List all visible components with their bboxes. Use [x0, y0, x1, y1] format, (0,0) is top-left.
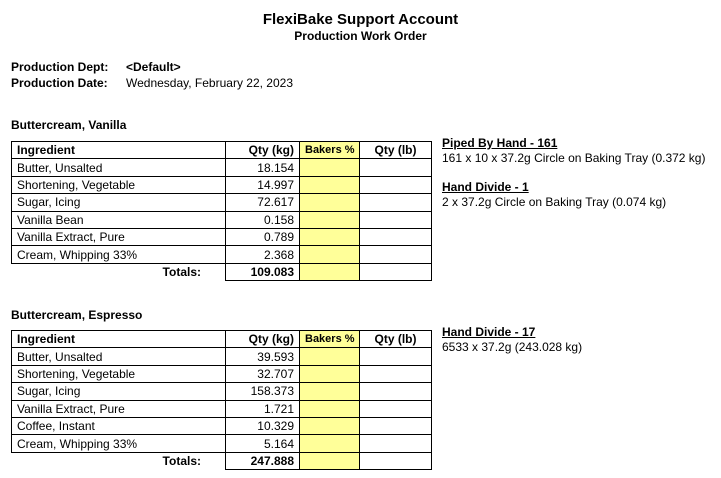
ingredient-qty: 14.997: [226, 176, 300, 193]
bakers-cell: [300, 176, 360, 193]
qty-lb-cell: [360, 452, 432, 469]
table-row: [12, 383, 432, 400]
ingredient-qty: 158.373: [226, 383, 300, 400]
method-heading: Hand Divide - 1: [442, 180, 529, 194]
bakers-cell: [300, 246, 360, 263]
method-heading: Hand Divide - 17: [442, 325, 536, 339]
table-row: [12, 246, 432, 263]
table-row: [12, 176, 432, 193]
recipe-title-espresso: Buttercream, Espresso: [11, 308, 143, 322]
totals-label: Totals:: [12, 263, 226, 280]
bakers-cell: [300, 159, 360, 176]
table-row: [12, 228, 432, 245]
ingredient-name: Sugar, Icing: [12, 194, 226, 211]
col-qty-kg: Qty (kg): [226, 331, 300, 348]
qty-lb-cell: [360, 176, 432, 193]
col-bakers-pct: Bakers %: [300, 142, 360, 159]
ingredient-name: Butter, Unsalted: [12, 348, 226, 365]
bakers-cell: [300, 194, 360, 211]
totals-qty: 109.083: [226, 263, 300, 280]
ingredient-name: Vanilla Bean: [12, 211, 226, 228]
table-row: [12, 348, 432, 365]
qty-lb-cell: [360, 211, 432, 228]
method-text: 161 x 10 x 37.2g Circle on Baking Tray (0.372 kg): [442, 151, 706, 165]
recipe-table-espresso: [11, 330, 432, 470]
qty-lb-cell: [360, 400, 432, 417]
production-dept-value: <Default>: [126, 60, 181, 74]
col-ingredient: Ingredient: [12, 142, 226, 159]
report-subtitle: Production Work Order: [294, 29, 427, 43]
table-row: [12, 417, 432, 434]
ingredient-qty: 10.329: [226, 417, 300, 434]
production-date-label: Production Date:: [11, 76, 108, 90]
recipe-title-vanilla: Buttercream, Vanilla: [11, 118, 127, 132]
ingredient-qty: 0.789: [226, 228, 300, 245]
totals-row: [12, 263, 432, 280]
bakers-cell: [300, 435, 360, 452]
bakers-cell: [300, 452, 360, 469]
table-row: [12, 435, 432, 452]
bakers-cell: [300, 263, 360, 280]
ingredient-name: Sugar, Icing: [12, 383, 226, 400]
qty-lb-cell: [360, 263, 432, 280]
table-row: [12, 211, 432, 228]
totals-qty: 247.888: [226, 452, 300, 469]
bakers-cell: [300, 365, 360, 382]
ingredient-name: Shortening, Vegetable: [12, 176, 226, 193]
col-qty-kg: Qty (kg): [226, 142, 300, 159]
col-qty-lb: Qty (lb): [360, 142, 432, 159]
col-qty-lb: Qty (lb): [360, 331, 432, 348]
method-heading: Piped By Hand - 161: [442, 136, 558, 150]
qty-lb-cell: [360, 348, 432, 365]
method-text: 6533 x 37.2g (243.028 kg): [442, 340, 583, 354]
recipe-table-vanilla: [11, 141, 432, 281]
bakers-cell: [300, 400, 360, 417]
table-row: [12, 400, 432, 417]
bakers-cell: [300, 228, 360, 245]
ingredient-qty: 1.721: [226, 400, 300, 417]
report-title: FlexiBake Support Account: [262, 11, 459, 28]
ingredient-qty: 39.593: [226, 348, 300, 365]
col-bakers-pct: Bakers %: [300, 331, 360, 348]
production-dept-label: Production Dept:: [11, 60, 109, 74]
table-row: [12, 159, 432, 176]
totals-row: [12, 452, 432, 469]
col-ingredient: Ingredient: [12, 331, 226, 348]
table-row: [12, 194, 432, 211]
qty-lb-cell: [360, 435, 432, 452]
ingredient-qty: 5.164: [226, 435, 300, 452]
ingredient-name: Vanilla Extract, Pure: [12, 400, 226, 417]
production-date-value: Wednesday, February 22, 2023: [126, 76, 293, 90]
qty-lb-cell: [360, 417, 432, 434]
ingredient-name: Cream, Whipping 33%: [12, 435, 226, 452]
ingredient-name: Butter, Unsalted: [12, 159, 226, 176]
ingredient-qty: 18.154: [226, 159, 300, 176]
qty-lb-cell: [360, 246, 432, 263]
table-row: [12, 365, 432, 382]
bakers-cell: [300, 417, 360, 434]
bakers-cell: [300, 211, 360, 228]
ingredient-name: Coffee, Instant: [12, 417, 226, 434]
method-text: 2 x 37.2g Circle on Baking Tray (0.074 kg): [442, 195, 667, 209]
qty-lb-cell: [360, 194, 432, 211]
ingredient-name: Cream, Whipping 33%: [12, 246, 226, 263]
method-notes-vanilla: [442, 136, 717, 210]
ingredient-name: Vanilla Extract, Pure: [12, 228, 226, 245]
bakers-cell: [300, 348, 360, 365]
ingredient-name: Shortening, Vegetable: [12, 365, 226, 382]
ingredient-qty: 2.368: [226, 246, 300, 263]
ingredient-qty: 72.617: [226, 194, 300, 211]
qty-lb-cell: [360, 228, 432, 245]
qty-lb-cell: [360, 365, 432, 382]
method-notes-espresso: [442, 325, 717, 355]
ingredient-qty: 0.158: [226, 211, 300, 228]
qty-lb-cell: [360, 159, 432, 176]
bakers-cell: [300, 383, 360, 400]
ingredient-qty: 32.707: [226, 365, 300, 382]
totals-label: Totals:: [12, 452, 226, 469]
qty-lb-cell: [360, 383, 432, 400]
